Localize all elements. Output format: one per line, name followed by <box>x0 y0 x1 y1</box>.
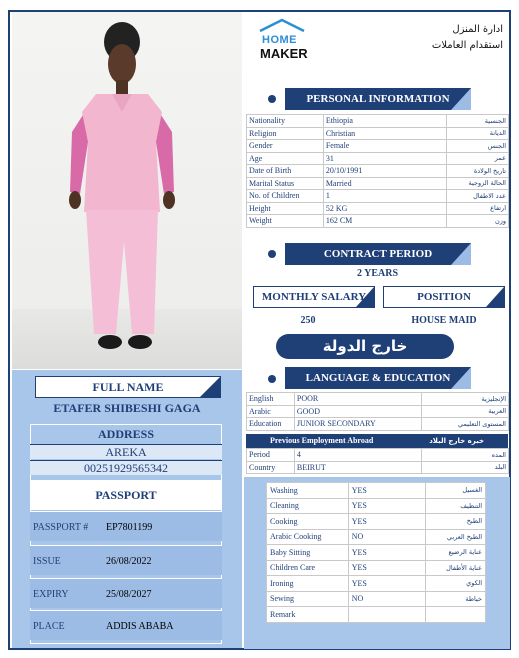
contract-header <box>285 243 471 265</box>
row-label: Weight <box>247 215 324 228</box>
row-value: 31 <box>323 152 446 165</box>
position-label-box <box>383 286 505 308</box>
table-row <box>267 591 486 607</box>
contract-period-value: 2 YEARS <box>356 268 399 279</box>
table-row <box>267 545 486 561</box>
skill-label: Children Care <box>267 560 349 576</box>
passport-row-value: EP7801199 <box>106 522 153 533</box>
contract-title: CONTRACT PERIOD <box>323 248 433 260</box>
table-row <box>267 576 486 592</box>
skill-label-ar <box>426 607 486 623</box>
skill-value: YES <box>348 514 425 530</box>
row-label-ar: عدد الاطفال <box>447 190 509 203</box>
personal-info-title: PERSONAL INFORMATION <box>306 93 450 105</box>
table-row <box>247 215 509 228</box>
row-value: 162 CM <box>323 215 446 228</box>
row-value: Married <box>323 177 446 190</box>
skill-label-ar: الطبخ <box>426 514 486 530</box>
fullname-label: FULL NAME <box>92 380 164 394</box>
row-value: Female <box>323 140 446 153</box>
skill-label-ar: الكوي <box>426 576 486 592</box>
row-value: BEIRUT <box>294 461 421 474</box>
address-label: ADDRESS <box>97 427 154 441</box>
skill-value: YES <box>348 576 425 592</box>
salary-value: 250 <box>300 315 316 326</box>
skill-label-ar: الطبخ العربي <box>426 529 486 545</box>
previous-employment-title-ar: خبره خارج البلاد <box>429 437 484 445</box>
passport-row-label: EXPIRY <box>33 589 69 600</box>
table-row <box>247 177 509 190</box>
corner-triangle <box>356 287 374 307</box>
row-value: POOR <box>294 393 422 406</box>
passport-row <box>30 578 222 608</box>
skill-value: NO <box>348 529 425 545</box>
phone-value: 00251929565342 <box>30 460 222 475</box>
skill-label-ar: خياطة <box>426 591 486 607</box>
language-header <box>285 367 471 389</box>
skill-label: Remark <box>267 607 349 623</box>
row-value: 4 <box>294 449 421 462</box>
row-label: Date of Birth <box>247 165 324 178</box>
address-value: AREKA <box>30 444 222 459</box>
skill-label: Cleaning <box>267 498 349 514</box>
row-value: Christian <box>323 127 446 140</box>
row-label-ar: وزن <box>447 215 509 228</box>
table-row <box>267 498 486 514</box>
table-row <box>267 529 486 545</box>
table-row <box>247 140 509 153</box>
passport-row-value: ADDIS ABABA <box>106 621 174 632</box>
table-row <box>247 127 509 140</box>
language-title: LANGUAGE & EDUCATION <box>305 372 451 384</box>
skill-label-ar: التنظيف <box>426 498 486 514</box>
skill-value: YES <box>348 560 425 576</box>
row-label-ar: العربية <box>422 405 509 418</box>
row-label-ar: المده <box>422 449 509 462</box>
skill-label: Washing <box>267 483 349 499</box>
corner-triangle <box>451 367 471 389</box>
table-row <box>247 115 509 128</box>
previous-employment-table <box>246 448 509 474</box>
position-value: HOUSE MAID <box>411 315 477 326</box>
previous-employment-header <box>246 434 508 448</box>
row-label: Education <box>247 418 295 431</box>
skill-label-ar: عناية الأطفال <box>426 560 486 576</box>
row-label-ar: ارتفاع <box>447 202 509 215</box>
row-value: Ethiopia <box>323 115 446 128</box>
skill-value: YES <box>348 545 425 561</box>
fullname-value: ETAFER SHIBESHI GAGA <box>53 401 201 415</box>
corner-triangle <box>486 287 504 307</box>
passport-row-label: PLACE <box>33 621 65 632</box>
passport-row <box>30 610 222 640</box>
bullet-icon <box>268 95 276 103</box>
table-row <box>247 461 509 474</box>
passport-row-label: ISSUE <box>33 556 61 567</box>
row-value: 1 <box>323 190 446 203</box>
logo-maker-text: MAKER <box>260 46 308 61</box>
row-label-ar: الجنسية <box>447 115 509 128</box>
arabic-header-line2: استقدام العاملات <box>431 40 503 51</box>
row-label: No. of Children <box>247 190 324 203</box>
skill-label-ar: الغسيل <box>426 483 486 499</box>
person-figure <box>12 12 242 369</box>
skill-value: NO <box>348 591 425 607</box>
passport-row <box>30 545 222 575</box>
table-row <box>247 190 509 203</box>
row-value: GOOD <box>294 405 422 418</box>
candidate-photo <box>12 12 242 369</box>
row-value: 20/10/1991 <box>323 165 446 178</box>
row-label: Age <box>247 152 324 165</box>
table-row <box>247 418 509 431</box>
row-label: Marital Status <box>247 177 324 190</box>
house-roof-icon <box>258 18 306 32</box>
table-row <box>267 514 486 530</box>
passport-row-value: 26/08/2022 <box>106 556 152 567</box>
row-label-ar: المستوى التعليمي <box>422 418 509 431</box>
row-label: Country <box>247 461 295 474</box>
monthly-salary-label-box <box>253 286 375 308</box>
passport-row-label: PASSPORT # <box>33 522 89 533</box>
table-row <box>267 560 486 576</box>
skill-label: Ironing <box>267 576 349 592</box>
monthly-salary-label: MONTHLY SALARY <box>261 291 367 303</box>
row-label-ar: الجنس <box>447 140 509 153</box>
row-label-ar: الحالة الزوجية <box>447 177 509 190</box>
previous-employment-title: Previous Employment Abroad <box>270 436 374 445</box>
row-label-ar: عمر <box>447 152 509 165</box>
passport-row-value: 25/08/2027 <box>106 589 152 600</box>
skill-value: YES <box>348 498 425 514</box>
row-label: Arabic <box>247 405 295 418</box>
skill-label: Sewing <box>267 591 349 607</box>
skill-value: YES <box>348 483 425 499</box>
table-row <box>247 202 509 215</box>
row-label: English <box>247 393 295 406</box>
abroad-pill: خارج الدولة <box>276 334 454 359</box>
row-label: Height <box>247 202 324 215</box>
bullet-icon <box>268 250 276 258</box>
table-row <box>267 607 486 623</box>
bullet-icon <box>268 375 276 383</box>
logo-home-text: HOME <box>262 34 297 46</box>
table-row <box>247 165 509 178</box>
arabic-header-line1: ادارة المنزل <box>452 24 503 35</box>
corner-triangle <box>451 88 471 110</box>
corner-triangle <box>451 243 471 265</box>
row-label: Religion <box>247 127 324 140</box>
personal-info-table <box>246 114 509 228</box>
passport-label: PASSPORT <box>30 480 222 510</box>
home-maker-logo <box>254 18 310 62</box>
table-row <box>247 405 509 418</box>
personal-info-header <box>285 88 471 110</box>
row-value: 52 KG <box>323 202 446 215</box>
skill-value <box>348 607 425 623</box>
position-label: POSITION <box>417 291 471 303</box>
skills-table <box>266 482 486 623</box>
skill-label: Baby Sitting <box>267 545 349 561</box>
language-table <box>246 392 509 431</box>
arabic-header <box>383 22 503 54</box>
passport-row <box>30 511 222 541</box>
row-label: Nationality <box>247 115 324 128</box>
skill-label: Arabic Cooking <box>267 529 349 545</box>
skill-label: Cooking <box>267 514 349 530</box>
table-row <box>247 449 509 462</box>
row-label: Gender <box>247 140 324 153</box>
row-label-ar: الإنجليزية <box>422 393 509 406</box>
row-label-ar: تاريخ الولادة <box>447 165 509 178</box>
table-row <box>247 393 509 406</box>
table-row <box>267 483 486 499</box>
skill-label-ar: عناية الرضيع <box>426 545 486 561</box>
corner-triangle <box>200 377 220 397</box>
table-row <box>247 152 509 165</box>
row-label-ar: الديانة <box>447 127 509 140</box>
fullname-label-box <box>35 376 221 398</box>
row-label: Period <box>247 449 295 462</box>
row-label-ar: البلد <box>422 461 509 474</box>
row-value: JUNIOR SECONDARY <box>294 418 422 431</box>
